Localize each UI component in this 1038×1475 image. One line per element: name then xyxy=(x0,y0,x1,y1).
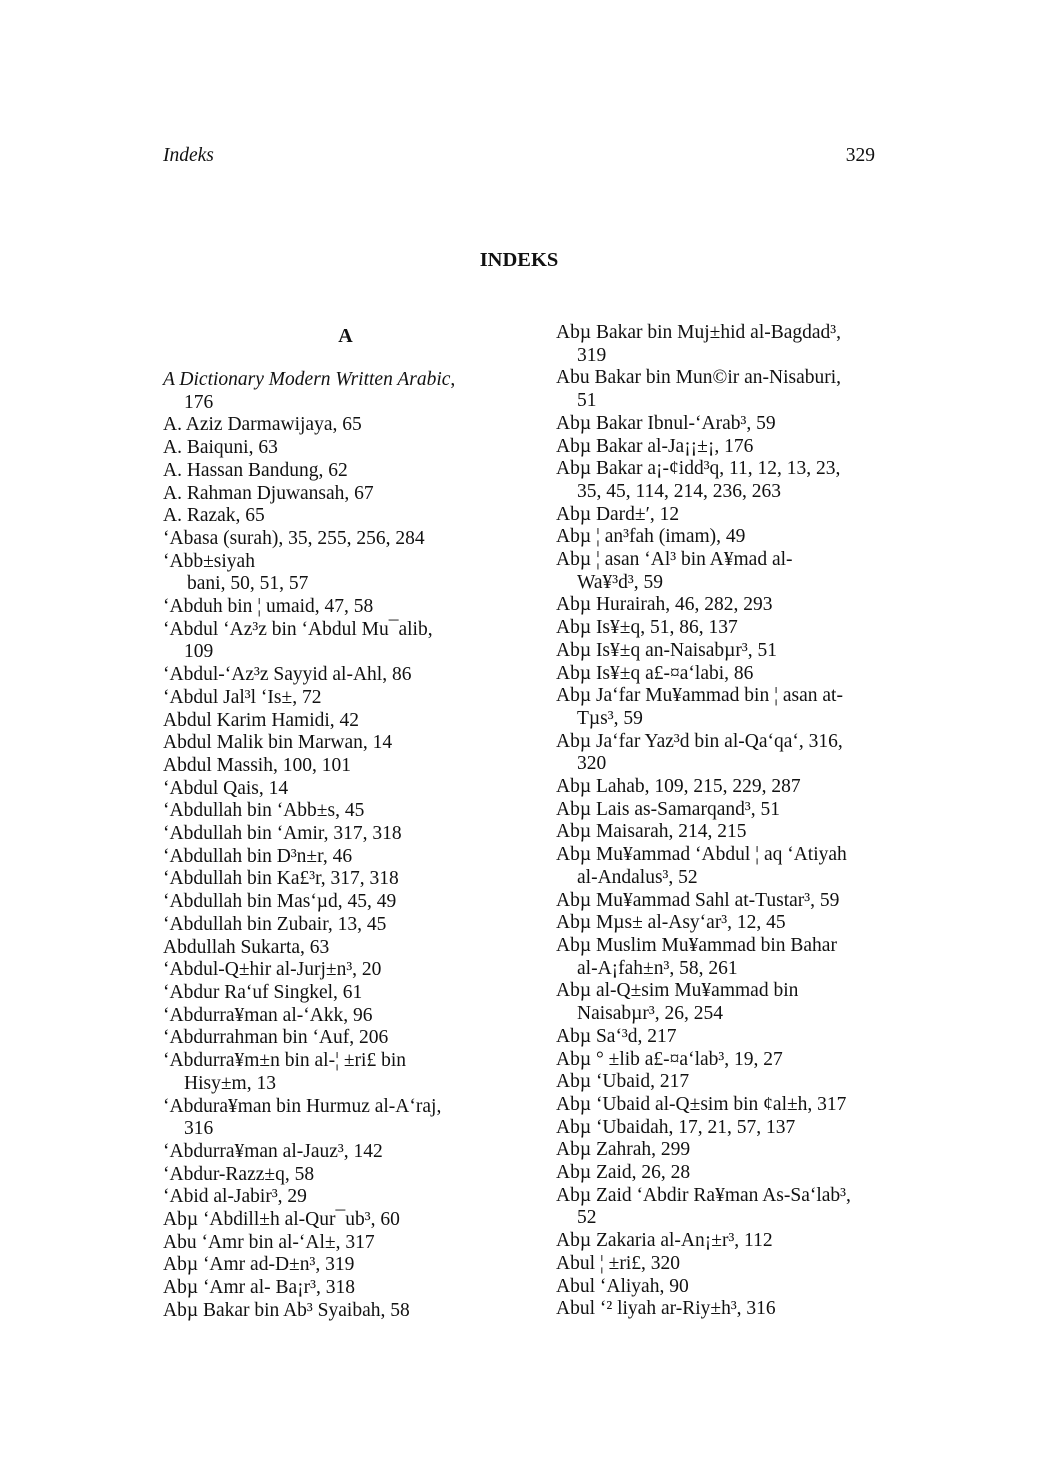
index-entry xyxy=(163,1096,528,1141)
index-entry xyxy=(556,1230,921,1253)
index-entry-term: Abµ Bakar bin Muj±hid al-Bagdad³, xyxy=(556,322,842,343)
index-entry-term: ‘Abdullah bin ‘Abb±s, 45 xyxy=(163,800,365,822)
page-title: INDEKS xyxy=(479,249,559,271)
index-entry-term: Abµ ‘Ubaidah, 17, 21, 57, 137 xyxy=(556,1116,796,1138)
index-entry xyxy=(556,458,921,503)
index-entry-term: ‘Abdul Jal³l ‘Is±, 72 xyxy=(163,686,322,708)
index-entry xyxy=(556,1117,921,1140)
index-entry xyxy=(556,526,921,549)
index-entry-term: Abµ ‘Ubaid al-Q±sim bin ¢al±h, 317 xyxy=(556,1093,847,1115)
index-entry xyxy=(163,800,528,823)
index-entry-continuation: Tµs³, 59 xyxy=(577,707,643,729)
index-entry-term: Abµ Ja‘far Yaz³d bin al-Qa‘qa‘, 316, xyxy=(556,730,843,752)
index-entry xyxy=(163,710,528,733)
index-entry xyxy=(163,573,528,596)
section-letter: A xyxy=(338,325,353,347)
index-entry-term: Abµ Zakaria al-An¡±r³, 112 xyxy=(556,1230,773,1252)
index-entry-term: Abµ Hurairah, 46, 282, 293 xyxy=(556,594,773,616)
index-entry xyxy=(556,1185,921,1230)
index-entry-term: A. Rahman Djuwansah, 67 xyxy=(163,482,374,504)
index-entry-term: A. Aziz Darmawijaya, 65 xyxy=(163,414,362,436)
index-entry-punct: , xyxy=(450,369,456,390)
index-entry-term: Abµ ‘Amr ad-D±n³, 319 xyxy=(163,1254,355,1276)
index-entry-term: ‘Abdul Qais, 14 xyxy=(163,777,289,799)
page-number: 329 xyxy=(845,145,875,166)
index-entry-term: ‘Abdur-Razz±q, 58 xyxy=(163,1163,315,1185)
index-entry xyxy=(163,687,528,710)
index-entry xyxy=(163,596,528,619)
index-entry-term: Abµ Is¥±q a£-¤a‘labi, 86 xyxy=(556,662,754,684)
index-entry xyxy=(556,912,921,935)
index-entry xyxy=(556,890,921,913)
index-entry-term: Abdul Massih, 100, 101 xyxy=(163,754,351,776)
index-entry xyxy=(556,776,921,799)
index-entry-term: ‘Abdullah bin D³n±r, 46 xyxy=(163,845,353,867)
index-column-right xyxy=(556,322,921,1321)
index-entry xyxy=(556,504,921,527)
index-entry xyxy=(163,1141,528,1164)
running-title: Indeks xyxy=(163,145,214,166)
index-entry xyxy=(163,1300,528,1323)
index-entry xyxy=(163,483,528,506)
index-entry xyxy=(556,640,921,663)
index-entry-term: Abµ Bakar Ibnul-‘Arab³, 59 xyxy=(556,412,776,434)
index-entry xyxy=(556,1298,921,1321)
index-entry-term: ‘Abduh bin ¦ umaid, 47, 58 xyxy=(163,596,374,618)
index-entry-term: Abµ Zahrah, 299 xyxy=(556,1139,691,1161)
index-entry-term: Abµ Sa‘³d, 217 xyxy=(556,1025,677,1047)
index-entry-term: Abµ ¦ an³fah (imam), 49 xyxy=(556,526,746,548)
index-entry-term: bani, 50, 51, 57 xyxy=(187,573,309,595)
index-entry-term: Abu Bakar bin Mun©ir an-Nisaburi, xyxy=(556,367,842,389)
index-entry-term: Abµ Dard±′, 12 xyxy=(556,503,680,525)
index-entry xyxy=(163,755,528,778)
index-entry-continuation: al-A¡fah±n³, 58, 261 xyxy=(577,957,738,979)
index-entry-term: Abµ Bakar bin Ab³ Syaibah, 58 xyxy=(163,1299,410,1321)
index-entry-term: A. Baiquni, 63 xyxy=(163,437,278,459)
index-entry xyxy=(163,664,528,687)
index-entry-term: A Dictionary Modern Written Arabic xyxy=(163,369,451,390)
index-entry xyxy=(556,844,921,889)
index-entry-term: ‘Abdul-‘Az³z Sayyid al-Ahl, 86 xyxy=(163,664,412,686)
index-entry xyxy=(163,1005,528,1028)
index-entry-term: Abµ Muslim Mu¥ammad bin Bahar xyxy=(556,934,837,956)
index-entry-term: ‘Abdul-Q±hir al-Jurj±n³, 20 xyxy=(163,959,382,981)
index-entry-term: Abµ Lahab, 109, 215, 229, 287 xyxy=(556,776,801,798)
index-entry xyxy=(163,778,528,801)
index-entry xyxy=(163,1027,528,1050)
index-entry xyxy=(163,868,528,891)
index-entry-term: Abµ Is¥±q, 51, 86, 137 xyxy=(556,617,738,639)
index-entry-term: ‘Abasa (surah), 35, 255, 256, 284 xyxy=(163,527,425,549)
index-entry xyxy=(556,685,921,730)
index-entry xyxy=(163,1186,528,1209)
index-entry-term: Abµ Lais as-Samarqand³, 51 xyxy=(556,798,780,820)
index-entry-continuation: 176 xyxy=(184,391,214,413)
index-entry-term: Abµ al-Q±sim Mu¥ammad bin xyxy=(556,980,799,1002)
index-entry-term: ‘Abdullah bin ‘Amir, 317, 318 xyxy=(163,823,402,845)
index-entry-term: Abdul Karim Hamidi, 42 xyxy=(163,709,360,731)
index-entry-term: Abµ ‘Ubaid, 217 xyxy=(556,1071,690,1093)
index-entry xyxy=(556,322,921,367)
index-entry-term: Abµ ‘Abdill±h al-Qur¯ub³, 60 xyxy=(163,1209,400,1231)
index-entry-term: Abµ ¦ asan ‘Al³ bin A¥mad al- xyxy=(556,549,793,571)
index-entry xyxy=(163,732,528,755)
index-entry-term: ‘Abdullah bin Ka£³r, 317, 318 xyxy=(163,868,399,890)
index-entry xyxy=(163,1232,528,1255)
index-entry xyxy=(163,414,528,437)
index-entry xyxy=(163,846,528,869)
index-entry xyxy=(163,437,528,460)
index-entry-continuation: Naisabµr³, 26, 254 xyxy=(577,1003,723,1025)
index-entry-term: ‘Abdurra¥man al-Jauz³, 142 xyxy=(163,1140,383,1162)
index-entry-term: Abµ Mµs± al-Asy‘ar³, 12, 45 xyxy=(556,912,786,934)
index-entry-term: Abµ ‘Amr al- Ba¡r³, 318 xyxy=(163,1277,355,1299)
index-entry xyxy=(556,980,921,1025)
index-entry xyxy=(556,935,921,980)
index-entry-term: Abul ‘Aliyah, 90 xyxy=(556,1275,689,1297)
index-entry-continuation: 316 xyxy=(184,1118,214,1140)
index-entry-continuation: 320 xyxy=(577,753,607,775)
index-entry-term: Abµ Mu¥ammad Sahl at-Tustar³, 59 xyxy=(556,889,840,911)
index-entry xyxy=(556,1071,921,1094)
index-entry-term: ‘Abdurra¥man al-‘Akk, 96 xyxy=(163,1004,373,1026)
index-entry xyxy=(556,663,921,686)
index-entry xyxy=(556,1049,921,1072)
index-entry xyxy=(163,1050,528,1095)
index-entry-continuation: 51 xyxy=(577,390,597,412)
index-entry-term: ‘Abdul ‘Az³z bin ‘Abdul Mu¯alib, xyxy=(163,618,433,640)
index-entry-term: ‘Abdurra¥m±n bin al-¦ ±ri£ bin xyxy=(163,1050,407,1072)
index-entry-term: ‘Abdullah bin Zubair, 13, 45 xyxy=(163,913,387,935)
index-entry xyxy=(556,821,921,844)
index-entry-term: Abµ Zaid ‘Abdir Ra¥man As-Sa‘lab³, xyxy=(556,1184,851,1206)
index-entry-continuation: 52 xyxy=(577,1207,597,1229)
index-entry xyxy=(556,413,921,436)
index-entry-term: ‘Abdura¥man bin Hurmuz al-A‘raj, xyxy=(163,1095,442,1117)
index-entry-term: Abµ Bakar a¡-¢idd³q, 11, 12, 13, 23, xyxy=(556,458,841,480)
index-entry-term: ‘Abid al-Jabir³, 29 xyxy=(163,1186,307,1208)
index-entry-term: Abul ‘² liyah ar-Riy±h³, 316 xyxy=(556,1298,776,1320)
index-entry xyxy=(556,1276,921,1299)
index-entry xyxy=(556,1139,921,1162)
index-entry-continuation: Hisy±m, 13 xyxy=(184,1072,276,1094)
index-entry xyxy=(556,799,921,822)
index-entry-term: ‘Abb±siyah xyxy=(163,550,255,572)
index-entry xyxy=(163,982,528,1005)
index-entry xyxy=(163,1209,528,1232)
index-entry-term: Abµ Mu¥ammad ‘Abdul ¦ aq ‘Atiyah xyxy=(556,844,847,866)
index-entry xyxy=(163,1277,528,1300)
index-entry-term: Abµ Bakar al-Ja¡¡±¡, 176 xyxy=(556,435,754,457)
index-entry-continuation: 35, 45, 114, 214, 236, 263 xyxy=(577,480,782,502)
index-entry-term: Abµ Zaid, 26, 28 xyxy=(556,1162,691,1184)
index-entry xyxy=(556,1253,921,1276)
index-entry xyxy=(163,937,528,960)
index-entry xyxy=(163,460,528,483)
index-entry-term: Abul ¦ ±ri£, 320 xyxy=(556,1252,681,1274)
index-entry xyxy=(556,436,921,459)
index-entry-term: Abµ ° ±lib a£-¤a‘lab³, 19, 27 xyxy=(556,1048,783,1070)
index-entry xyxy=(163,369,528,414)
index-entry xyxy=(556,549,921,594)
index-entry xyxy=(556,1162,921,1185)
index-entry-term: ‘Abdur Ra‘uf Singkel, 61 xyxy=(163,981,363,1003)
index-entry-term: Abu ‘Amr bin al-‘Al±, 317 xyxy=(163,1231,375,1253)
index-entry xyxy=(163,914,528,937)
index-entry xyxy=(163,959,528,982)
index-entry-continuation: al-Andalus³, 52 xyxy=(577,866,698,888)
index-entry-term: A. Razak, 65 xyxy=(163,505,265,527)
index-entry xyxy=(556,367,921,412)
index-entry-term: A. Hassan Bandung, 62 xyxy=(163,459,348,481)
index-entry-continuation: 109 xyxy=(184,641,214,663)
index-entry-continuation: 319 xyxy=(577,344,607,366)
index-entry xyxy=(556,617,921,640)
index-entry xyxy=(163,619,528,664)
index-entry xyxy=(556,594,921,617)
index-entry xyxy=(163,891,528,914)
index-entry xyxy=(163,1164,528,1187)
index-entry-term: Abµ Maisarah, 214, 215 xyxy=(556,821,747,843)
index-column-left xyxy=(163,322,528,1323)
index-entry xyxy=(163,505,528,528)
index-entry xyxy=(163,551,528,574)
index-entry-continuation: Wa¥³d³, 59 xyxy=(577,571,663,593)
index-entry xyxy=(163,1254,528,1277)
index-entry xyxy=(556,1094,921,1117)
index-entry-term: Abµ Is¥±q an-Naisabµr³, 51 xyxy=(556,639,777,661)
index-entry-term: Abdul Malik bin Marwan, 14 xyxy=(163,732,393,754)
index-entry xyxy=(163,528,528,551)
index-entry xyxy=(556,1026,921,1049)
index-entry-term: ‘Abdurrahman bin ‘Auf, 206 xyxy=(163,1027,389,1049)
index-entry-term: Abµ Ja‘far Mu¥ammad bin ¦ asan at- xyxy=(556,685,843,707)
index-entry xyxy=(163,823,528,846)
index-entry-term: Abdullah Sukarta, 63 xyxy=(163,936,330,958)
index-entry xyxy=(556,731,921,776)
index-entry-term: ‘Abdullah bin Mas‘µd, 45, 49 xyxy=(163,891,397,913)
